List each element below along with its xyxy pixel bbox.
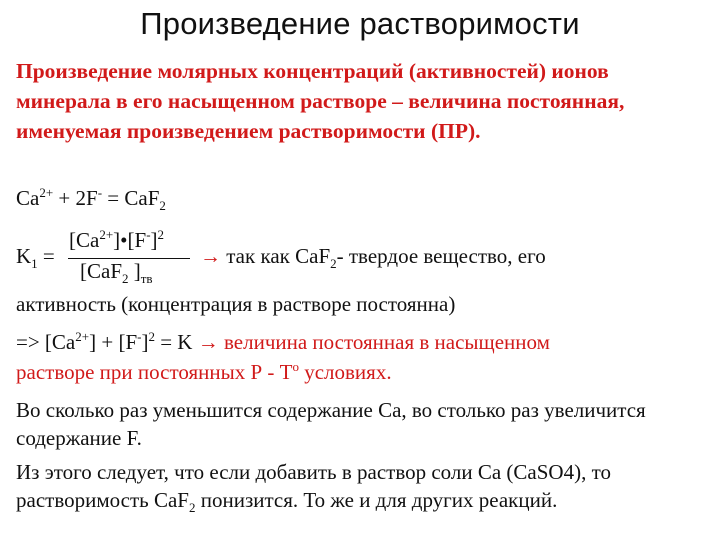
- k-explanation: [200, 244, 546, 272]
- den-open: [CaF: [80, 259, 122, 283]
- res-deg: о: [292, 359, 299, 374]
- arrow-icon: →: [200, 244, 221, 268]
- rest-2: - твердое вещество, его: [336, 244, 546, 268]
- res-ca-charge: 2+: [75, 329, 90, 344]
- res-close: ]: [141, 330, 149, 354]
- eq-ca-charge: 2+: [39, 185, 54, 200]
- conclusion-2b: понизится. То же и для других реакций.: [195, 488, 558, 512]
- activity-line: активность (концентрация в растворе постоянна): [16, 292, 456, 316]
- res-red-line2: растворе при постоянных Р - Т: [16, 360, 293, 384]
- k-numerator: [69, 228, 164, 253]
- rest-1: так как CaF: [221, 244, 331, 268]
- result-equation: [16, 330, 550, 355]
- conclusion-line-1: Из этого следует, что если добавить в раствор соли Са (CaSO4), то: [16, 460, 611, 484]
- conclusion-sub: 2: [188, 500, 196, 516]
- k-sub: 1: [31, 256, 38, 272]
- eq-equals-caf: = CaF: [102, 186, 160, 210]
- num-ca: [Ca: [69, 228, 100, 252]
- conclusion-line-2: [16, 488, 558, 516]
- num-f-charge: -: [146, 227, 151, 242]
- den-sub: 2: [122, 271, 129, 287]
- k-symbol: K: [16, 244, 32, 268]
- eq-f-charge: -: [97, 185, 103, 200]
- result-line-2: [16, 360, 392, 385]
- k-denominator: [80, 259, 153, 287]
- res-red-text: → величина постоянная в насыщенном: [197, 330, 550, 354]
- res-red-tail: условиях.: [298, 360, 392, 384]
- decrease-paragraph: Во сколько раз уменьшится содержание Са, во столько раз увеличится содержание F.: [16, 398, 646, 450]
- rest-sub: 2: [330, 256, 337, 272]
- num-close: ]: [150, 228, 158, 252]
- res-prefix: => [Ca: [16, 330, 76, 354]
- conclusion-2a: растворимость CaF: [16, 488, 189, 512]
- den-close: ]: [128, 259, 141, 283]
- eq-sub2: 2: [159, 198, 166, 214]
- k-lhs: [16, 244, 55, 272]
- res-pow: 2: [148, 329, 155, 344]
- res-f-charge: -: [137, 329, 142, 344]
- k-eq: =: [37, 244, 55, 268]
- res-eq-k: = K: [154, 330, 198, 354]
- definition-text: Произведение молярных концентраций (активностей) ионов минерала в его насыщенном растворе – величина постоянная, именуемая произведением растворимости (ПР).: [16, 59, 625, 143]
- num-pow: 2: [157, 227, 165, 242]
- eq-ca: Ca: [16, 186, 40, 210]
- num-mid: ]•[F: [113, 228, 147, 252]
- page-title: Произведение растворимости: [140, 6, 580, 41]
- res-mid: ] + [F: [89, 330, 138, 354]
- num-ca-charge: 2+: [99, 227, 114, 242]
- eq-plus-2f: + 2F: [53, 186, 98, 210]
- den-label: тв: [140, 271, 153, 287]
- reaction-equation: [16, 185, 166, 214]
